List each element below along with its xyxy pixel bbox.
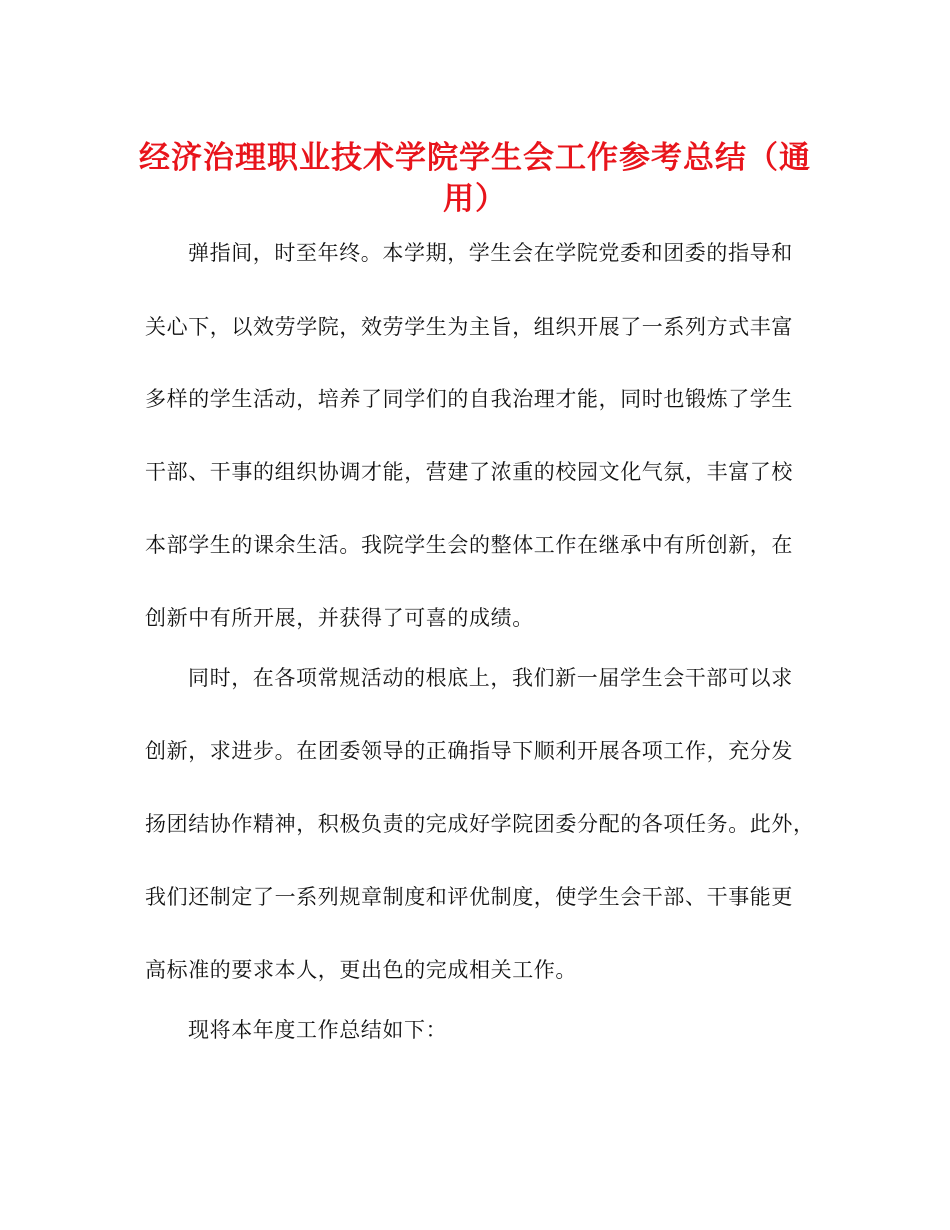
paragraph-1-line-4: 干部、干事的组织协调才能，营建了浓重的校园文化气氛，丰富了校 — [145, 460, 793, 484]
paragraph-2-line-5: 高标准的要求本人，更出色的完成相关工作。 — [145, 958, 577, 982]
paragraph-1-line-3: 多样的学生活动，培养了同学们的自我治理才能，同时也锻炼了学生 — [145, 387, 793, 411]
paragraph-2-line-3: 扬团结协作精神，积极负责的完成好学院团委分配的各项任务。此外， — [145, 812, 815, 836]
paragraph-1-line-2: 关心下，以效劳学院，效劳学生为主旨，组织开展了一系列方式丰富 — [145, 315, 793, 339]
page-title: 经济治理职业技术学院学生会工作参考总结（通用） — [139, 140, 811, 217]
paragraph-1-line-5: 本部学生的课余生活。我院学生会的整体工作在继承中有所创新，在 — [145, 533, 793, 557]
paragraph-3-line-1: 现将本年度工作总结如下： — [188, 1018, 448, 1042]
paragraph-2-line-1: 同时，在各项常规活动的根底上，我们新一届学生会干部可以求 — [188, 666, 793, 690]
paragraph-1-line-6: 创新中有所开展，并获得了可喜的成绩。 — [145, 606, 534, 630]
paragraph-1-line-1: 弹指间，时至年终。本学期，学生会在学院党委和团委的指导和 — [188, 241, 793, 265]
paragraph-2-line-4: 我们还制定了一系列规章制度和评优制度，使学生会干部、干事能更 — [145, 885, 793, 909]
paragraph-2-line-2: 创新，求进步。在团委领导的正确指导下顺利开展各项工作，充分发 — [145, 739, 793, 763]
